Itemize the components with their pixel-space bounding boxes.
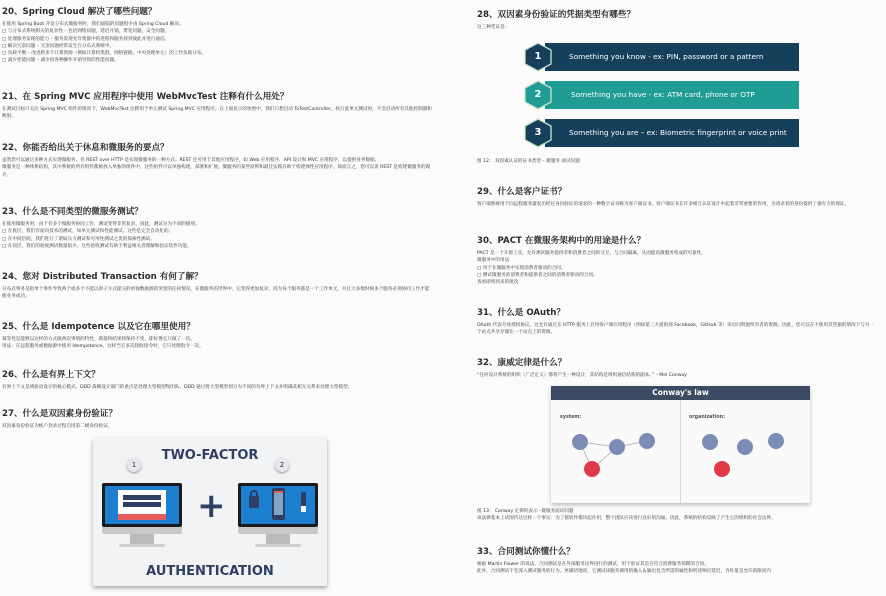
paragraph-line: 该法律基本上试图传达这样一个事实：为了使软件模块起作用，整个团队应该进行良好的沟通。因此，系统的结构反映了产生它的组织的社会边界。 xyxy=(477,516,776,522)
monitor-stand xyxy=(266,534,290,544)
bullet-line: □ 测试微服务的消费者和提供者之间的消费者驱动的合同。 xyxy=(477,272,598,278)
image-title-bottom: AUTHENTICATION xyxy=(146,564,274,579)
section-22 xyxy=(2,141,432,179)
organization-node xyxy=(702,434,718,450)
paragraph-line: 双因素身份验证为帐户登录过程启用第二级身份验证。 xyxy=(2,424,113,429)
section-23 xyxy=(2,205,432,250)
organization-label: organization: xyxy=(689,415,725,420)
section-heading: 21、在 Spring MVC 应用程序中使用 WebMvcTest 注释有什么用处？ xyxy=(2,92,289,102)
figure-caption-12 xyxy=(477,158,877,165)
paragraph-line: 根据 Martin Flower 的说法，合同测试是在外部服务边界进行的测试，用于验证其是否符合消费服务预期的合同。 xyxy=(477,562,709,567)
paragraph-line: 幂等性是能够以这样的方式做两次事情的特性，即最终结果将保持不变，即好像它只做了一次。 xyxy=(2,337,195,342)
factor-text: Something you have - ex: ATM card, phone or OTP xyxy=(571,90,755,99)
image-title-top: TWO-FACTOR xyxy=(161,448,259,463)
organization-node xyxy=(737,439,753,455)
factor-number: 1 xyxy=(534,51,542,62)
monitor-base xyxy=(119,544,165,547)
organization-node-highlight xyxy=(714,461,730,477)
section-heading: 25、什么是 Idempotence 以及它在哪里使用？ xyxy=(2,322,195,332)
two-factor-authentication-image xyxy=(93,438,327,586)
bullet-line: □ 解决冗余问题 – 冗余问题经常发生在分布式系统中。 xyxy=(2,43,115,49)
section-27 xyxy=(2,407,432,430)
section-26 xyxy=(2,368,432,391)
factor-item-3 xyxy=(523,119,799,147)
section-heading: 33、合同测试你懂什么？ xyxy=(477,547,575,557)
conway-graph xyxy=(551,386,810,503)
section-heading: 32、康威定律是什么？ xyxy=(477,358,567,368)
paragraph-line: 分布式事务是指单个事件导致两个或多个不能以原子方式提交的单独数据源的突变的任何情况。在微服务的世界中，它变得更加复杂，因为每个服务都是一个工作单元，并且大多数时候多个服务必须协同工作才能使业务成功。 xyxy=(2,287,430,300)
section-heading: 22、你能否给出关于休息和微服务的要点？ xyxy=(2,143,169,153)
conways-law-diagram xyxy=(551,386,810,503)
bullet-line: □ 与分布式系统相关的复杂性 – 包括网络问题，延迟开销，带宽问题，安全问题。 xyxy=(2,29,170,35)
step-badge-2: 2 xyxy=(275,458,289,472)
diagram-title: Conway's law xyxy=(551,386,810,400)
plus-icon: + xyxy=(197,486,226,526)
bullet-line: □ 负载平衡 – 改进跨多个计算资源（例如计算机集群，网络链路，中央处理单元）的工作负载分布。 xyxy=(2,51,206,57)
right-page xyxy=(443,0,886,596)
paragraph-line: 此外，合同测试不会深入测试服务的行为。更确切地说，它测试该服务调用的输入＆输出包含所需的属性和所述响应延迟，吞吐量是允许的限度内 xyxy=(477,569,772,575)
system-node-highlight xyxy=(584,461,600,477)
monitor-stand xyxy=(130,534,154,544)
paragraph-line: 微服务是一种体系结构，其中系统的所有组件都被放入单独的组件中，这些组件可以单独构建，部署和扩展。微服务的某些原则和最佳实践有助于构建弹性应用程序。简而言之，您可以说 REST 是构建微服务的媒介。 xyxy=(2,165,431,178)
bullet-line: □ 在中间层面，我们进行了诸如压力测试和可用性测试之类的探索性测试。 xyxy=(2,236,155,242)
bullet-line: □ 在顶层，我们的验收测试数量很少。这些验收测试有助于利益相关者理解和验证软件功能。 xyxy=(2,243,192,249)
monitor-login-icon xyxy=(102,483,182,527)
section-32 xyxy=(477,356,877,379)
paragraph-line: 在使用 Spring Boot 开发分布式微服务时，我们面临的问题很少由 Spring Cloud 解决。 xyxy=(2,22,184,27)
monitor-devices-icon xyxy=(238,483,318,527)
paragraph-line: 这三种凭证是： xyxy=(477,25,510,30)
step-badge-1: 1 xyxy=(127,458,141,472)
organization-node xyxy=(768,433,784,449)
section-heading: 20、Spring Cloud 解决了哪些问题？ xyxy=(2,7,157,17)
bullet-line: □ 在底层，我们有面向技术的测试，如单元测试和性能测试。这些是完全自动化的。 xyxy=(2,229,174,235)
paragraph-line: 虽然您可以通过多种方式实现微服务，但 REST over HTTP 是实现微服务的一种方式。REST 还可用于其他应用程序，如 Web 应用程序，API 设计和 MVC 应用程序，以提供业务数据。 xyxy=(2,158,380,163)
paragraph-line: PACT 是一个开源工具，允许测试服务提供者和消费者之间的交互，与合同隔离，从而提高微服务集成的可靠性。 xyxy=(477,251,706,256)
smartphone-icon xyxy=(272,488,285,520)
section-heading: 27、什么是双因素身份验证？ xyxy=(2,409,118,419)
link-upcoming-batches[interactable]: 查看即将到来的批次 xyxy=(477,280,519,286)
section-heading: 24、您对 Distributed Transaction 有何了解？ xyxy=(2,272,203,282)
section-25 xyxy=(2,320,432,351)
paragraph-line: 微服务中的用法 xyxy=(477,258,510,264)
system-node xyxy=(609,439,625,455)
figure-caption-13 xyxy=(477,508,877,523)
bullet-line: □ 处理服务发现的能力 – 服务发现允许集群中的进程和服务找到彼此并进行通信。 xyxy=(2,36,170,42)
factor-item-2 xyxy=(523,81,799,109)
section-heading: 23、什么是不同类型的微服务测试？ xyxy=(2,207,143,217)
login-form-icon xyxy=(118,490,166,520)
system-node xyxy=(639,433,655,449)
factor-number: 2 xyxy=(534,89,542,100)
paragraph-line: 客户端系统用于向远程服务器发出经过身份验证的请求的一种数字证书称为客户端证书。客户端证书在许多相互认证设计中起着非常重要的作用，为请求者的身份提供了强有力的保证。 xyxy=(477,202,850,207)
paragraph-line: 有界上下文是域驱动设计的核心模式。DDD 战略设计部门的重点是处理大型模型和团队。DDD 通过将大型模型划分为不同的有界上下文并明确其相互关系来处理大型模型。 xyxy=(2,385,353,390)
paragraph-line: OAuth 代表开放授权协议。这允许通过在 HTTP 服务上启用客户端应用程序（例如第三方提供商 Facebook，GitHub 等）来访问资源所有者的资源。因此，您可以在不使用其凭据的情况下与另一个站点共享存储在一个站点上的资源。 xyxy=(477,323,875,336)
factor-text: Something you know - ex: PIN, password or a pattern xyxy=(569,52,764,61)
section-heading: 30、PACT 在微服务架构中的用途是什么？ xyxy=(477,236,646,246)
caption: 图 12： 双因素认证的证书类型 – 微服务 面试问题 xyxy=(477,159,580,164)
section-28 xyxy=(477,8,877,31)
section-20 xyxy=(2,5,432,65)
paragraph-line: “任何设计系统的组织（广泛定义）都将产生一种设计，其结构是组织通信结构的副本。” – Mel Conway xyxy=(477,373,687,378)
section-30 xyxy=(477,234,877,286)
paragraph-line: 在测试目标只关注 Spring MVC 组件的情况下，WebMvcTest 注释用于单元测试 Spring MVC 应用程序。在上面显示的快照中，我们只想启动 ToTestController。执行此单元测试时，不会启动所有其他控制器和映射。 xyxy=(2,107,432,120)
paragraph-line: 在使用微服务时，由于有多个微服务协同工作，测试变得非常复杂。因此，测试分为不同的级别。 xyxy=(2,222,200,227)
section-29 xyxy=(477,185,877,208)
usb-key-icon xyxy=(301,492,306,512)
bullet-line: □ 减少性能问题 – 减少因各种操作开销导致的性能问题。 xyxy=(2,58,119,64)
factor-item-1 xyxy=(523,43,799,71)
section-heading: 29、什么是客户证书？ xyxy=(477,187,567,197)
factor-text: Something you are – ex: Biometric fingerprint or voice print xyxy=(569,128,787,137)
factor-number: 3 xyxy=(534,127,542,138)
section-21 xyxy=(2,90,432,121)
caption: 图 13： Conway 定律的表示 –微服务面试问题 xyxy=(477,509,574,514)
monitor-base xyxy=(255,544,301,547)
section-31 xyxy=(477,306,877,337)
system-node xyxy=(572,434,588,450)
section-heading: 26、什么是有界上下文？ xyxy=(2,370,100,380)
section-33 xyxy=(477,545,877,576)
section-heading: 31、什么是 OAuth？ xyxy=(477,308,565,318)
section-24 xyxy=(2,270,432,301)
bullet-line: □ 用于在微服务中实现消费者驱动的合同。 xyxy=(477,265,566,271)
system-label: system: xyxy=(560,415,582,420)
section-heading: 28、双因素身份验证的凭据类型有哪些？ xyxy=(477,10,636,20)
paragraph-line: 用法：在远程服务或数据源中使用 Idempotence，这样当它多次接收指令时，它只处理指令一次。 xyxy=(2,344,204,350)
padlock-icon xyxy=(249,496,259,508)
